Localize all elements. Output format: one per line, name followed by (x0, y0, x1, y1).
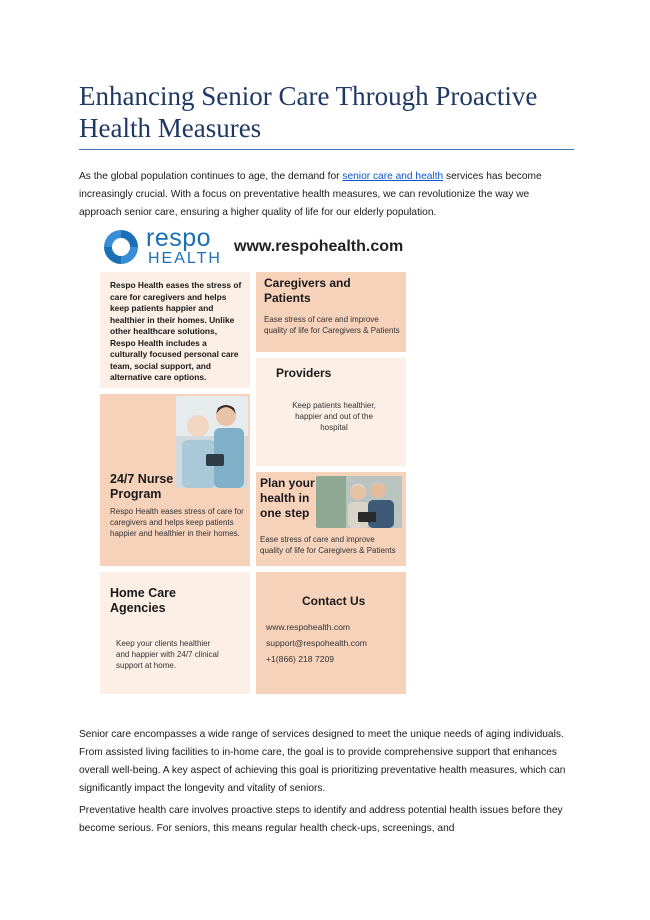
caregivers-heading: Caregivers and Patients (264, 276, 351, 305)
title-divider (79, 149, 574, 150)
nurse-program-box (100, 394, 250, 566)
couple-photo (316, 476, 402, 528)
nurse-photo-icon (176, 396, 248, 488)
home-care-text: Keep your clients healthier and happier with 24/7 clinical support at home. (116, 639, 219, 670)
paragraph-preventative-care: Preventative health care involves proactive steps to identify and address potential health issues before they become serious. For seniors, this means regular health check-ups, screenings, and (79, 805, 563, 834)
nurse-patient-photo (176, 396, 248, 488)
nurse-program-text: Respo Health eases stress of care for caregivers and helps keep patients happier and healthier in their homes. (110, 507, 244, 538)
home-care-heading: Home Care Agencies (110, 586, 176, 615)
about-text: Respo Health eases the stress of care for caregivers and helps keep patients happier and healthier in their homes. Unlike other healthcare solutions, Respo Health includes a culturally focused personal care team, social support, and alternative care options. (110, 280, 242, 382)
contact-phone: +1(866) 218 7209 (266, 654, 335, 664)
providers-heading: Providers (276, 366, 332, 380)
plan-heading: Plan your health in one step (260, 476, 315, 520)
page-title: Enhancing Senior Care Through Proactive Health Measures (79, 81, 538, 143)
respo-health-infographic (96, 222, 410, 698)
contact-website: www.respohealth.com (266, 622, 351, 632)
nurse-program-heading: 24/7 Nurse Program (110, 472, 174, 501)
contact-box (256, 572, 406, 694)
couple-photo-icon (316, 476, 402, 528)
intro-paragraph (79, 168, 574, 222)
intro-text-end: services has become increasingly crucial. With a focus on preventative health measures, we can revolutionize the way we approach senior care, ensuring a higher quality of life for our elderly population. (79, 171, 542, 218)
about-box (100, 272, 250, 388)
senior-care-link[interactable]: senior care and health (342, 171, 444, 182)
providers-box (256, 358, 406, 466)
infographic-url: www.respohealth.com (234, 238, 404, 255)
caregivers-text: Ease stress of care and improve quality of life for Caregivers & Patients (264, 315, 400, 335)
home-care-box (100, 572, 250, 694)
paragraph-senior-care: Senior care encompasses a wide range of services designed to meet the unique needs of aging individuals. From assisted living facilities to in-home care, the goal is to provide comprehensive support that enhances overall well-being. A key aspect of achieving this goal is prioritizing preventative health measures, which can significantly impact the longevity and vitality of seniors. (79, 729, 566, 794)
logo-wordmark: respo (146, 224, 212, 252)
plan-text: Ease stress of care and improve quality of life for Caregivers & Patients (260, 535, 396, 555)
providers-text: Keep patients healthier, happier and out of the hospital (292, 401, 376, 432)
caregivers-box (256, 272, 406, 352)
logo-subword: HEALTH (148, 250, 222, 267)
contact-heading: Contact Us (302, 594, 366, 608)
plan-box (256, 472, 406, 566)
contact-email: support@respohealth.com (266, 638, 367, 648)
intro-text-start: As the global population continues to age, the demand for (79, 171, 343, 182)
respo-logo-icon (100, 226, 142, 268)
